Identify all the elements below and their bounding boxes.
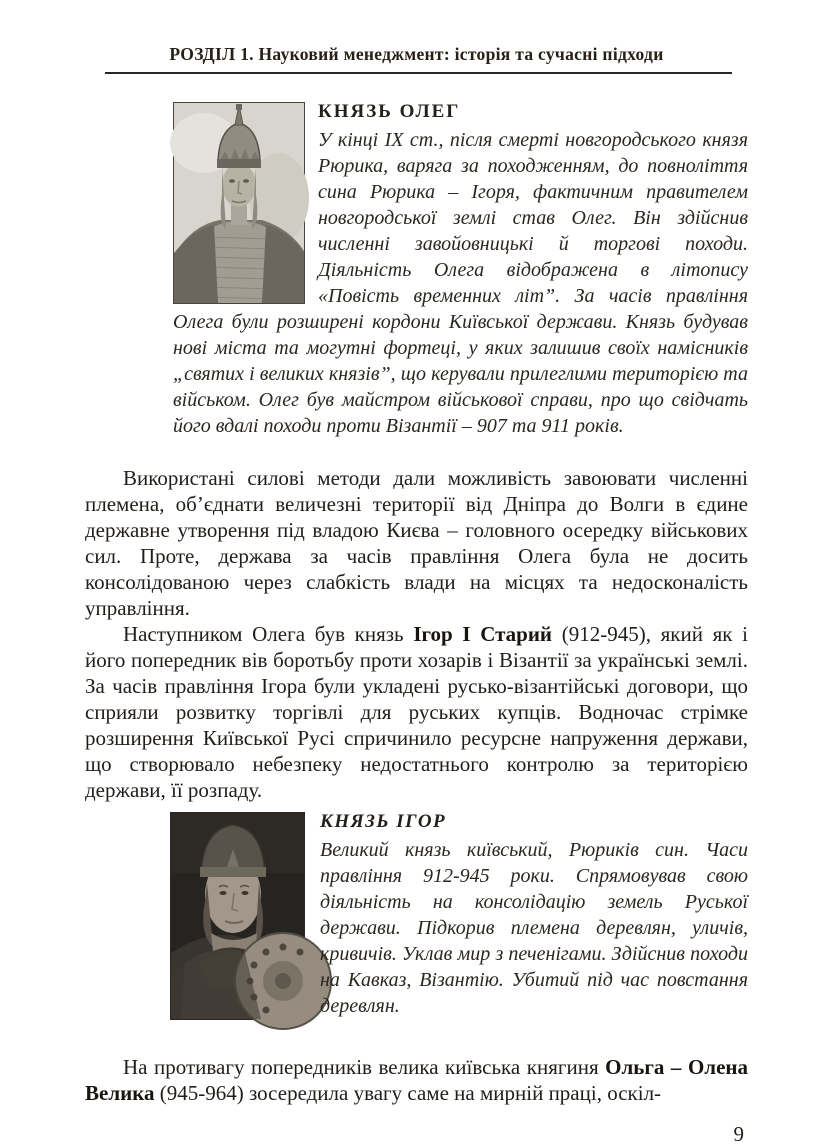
oleg-portrait-image (173, 102, 305, 304)
paragraph-igor-intro: Наступником Олега був князь Ігор І Старий (912-945), який як і його попередник вів боротьбу проти хозарів і Візантії за українські землі. За часів правління Ігора були укладені русько-візантійські договори, що сприяли розвитку торгівлі для руських купців. Водночас стрімке розширення Київської Русі спричинило ресурсне напруження держави, що створювало небезпеку недостатнього контролю за територією держави, її розпаду. (85, 622, 748, 802)
page-number: 9 (733, 1122, 744, 1146)
oleg-figure-section (173, 99, 748, 439)
igor-portrait-image (170, 812, 305, 1020)
igor-figure-section (170, 809, 748, 1024)
header-rule (105, 72, 732, 74)
igor-caption: Великий князь київський, Рюриків син. Часи правління 912-945 роки. Спрямовував свою діяльність на консолідацію земель Руської держави. Підкорив племена деревлян, уличів, кривичів. Уклав мир з печенігами. Здійснив походи на Кавказ, Візантію. Убитий під час повстання деревлян. (320, 839, 748, 1017)
igor-title: КНЯЗЬ ІГОР (320, 811, 447, 832)
oleg-portrait-drawing (174, 103, 304, 303)
paragraph-oleg-summary: Використані силові методи дали можливість завоювати численні племена, об’єднати величезні території від Дніпра до Волги в єдине державне утворення під владою Києва – головного осередку військових сил. Проте, держава за часів правління Олега була не досить консолідованою через слабкість влади на місцях та недосконалість управління. (85, 466, 748, 620)
paragraph-olga-intro: На противагу попередників велика київська княгиня Ольга – Олена Велика (945-964) зосередила увагу саме на мирній праці, оскіл- (85, 1055, 748, 1105)
oleg-title: КНЯЗЬ ОЛЕГ (318, 101, 461, 122)
chapter-header: РОЗДІЛ 1. Науковий менеджмент: історія та сучасні підходи (169, 44, 664, 64)
igor-portrait-drawing (171, 813, 304, 1019)
oleg-caption: У кінці IX ст., після смерті новгородського князя Рюрика, варяга за походженням, до повноліття сина Рюрика – Ігоря, фактичним правителем новгородської землі став Олег. Він здійснив численні завойовницькі й торгові походи. Діяльність Олега відображена в літопису «Повість временних літ”. За часів правління Олега були розширені кордони Київської держави. Князь будував нові міста та могутні фортеці, у яких залишив своїх намісників „святих і великих князів”, що керували прилеглими територією та військом. Олег був майстром військової справи, про що свідчать його вдалі походи проти Візантії – 907 та 911 років. (173, 129, 748, 437)
